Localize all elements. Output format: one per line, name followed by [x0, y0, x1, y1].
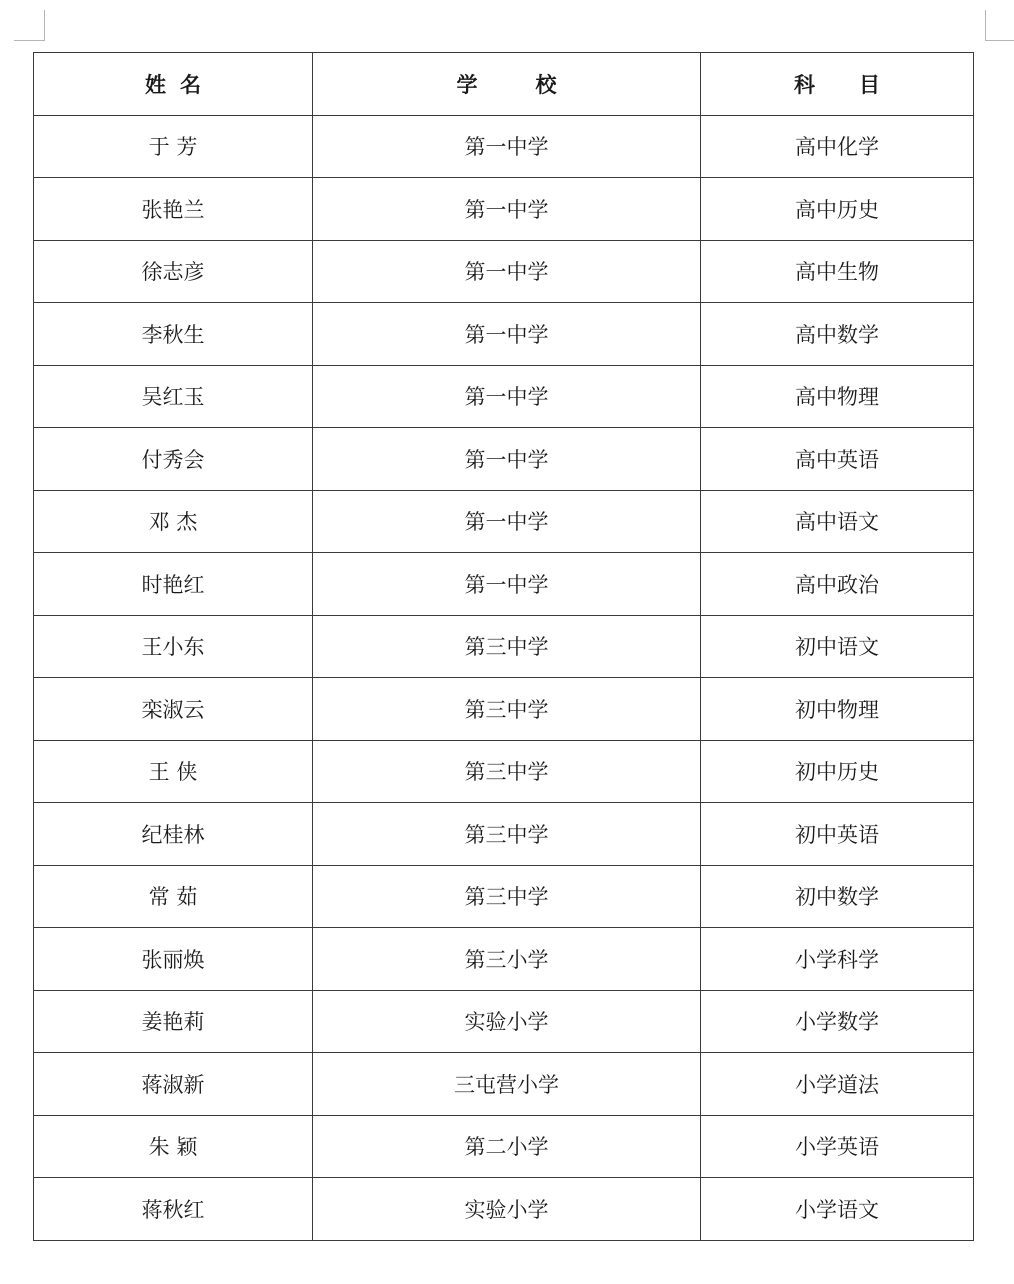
cell-subject: 小学语文: [701, 1178, 974, 1241]
cell-subject: 初中数学: [701, 865, 974, 928]
cell-school: 第一中学: [313, 178, 701, 241]
header-subject-label: 科目: [794, 72, 924, 97]
cell-name: 王 侠: [34, 740, 313, 803]
cell-subject: 高中生物: [701, 240, 974, 303]
header-school: [313, 53, 701, 116]
cell-name: 蒋淑新: [34, 1053, 313, 1116]
cell-name: 栾淑云: [34, 678, 313, 741]
cell-name: 于 芳: [34, 115, 313, 178]
cell-subject: 高中化学: [701, 115, 974, 178]
cell-school: 第三中学: [313, 678, 701, 741]
table-row: [34, 178, 974, 241]
table-row: [34, 1053, 974, 1116]
cell-subject: 高中物理: [701, 365, 974, 428]
cell-school: 第一中学: [313, 303, 701, 366]
table-row: [34, 740, 974, 803]
table-row: [34, 115, 974, 178]
cell-name: 付秀会: [34, 428, 313, 491]
cell-subject: 小学道法: [701, 1053, 974, 1116]
table-row: [34, 553, 974, 616]
cell-subject: 高中政治: [701, 553, 974, 616]
table-header-row: [34, 53, 974, 116]
table-row: [34, 990, 974, 1053]
cell-school: 第一中学: [313, 365, 701, 428]
cell-name: 邓 杰: [34, 490, 313, 553]
cell-school: 第一中学: [313, 553, 701, 616]
cell-subject: 小学英语: [701, 1115, 974, 1178]
cell-name: 朱 颖: [34, 1115, 313, 1178]
table-row: [34, 803, 974, 866]
table-row: [34, 240, 974, 303]
cell-name: 时艳红: [34, 553, 313, 616]
cell-school: 实验小学: [313, 1178, 701, 1241]
cell-subject: 小学数学: [701, 990, 974, 1053]
table-row: [34, 865, 974, 928]
table-row: [34, 303, 974, 366]
cell-name: 姜艳莉: [34, 990, 313, 1053]
header-school-label: 学校: [456, 72, 615, 97]
cell-school: 第一中学: [313, 115, 701, 178]
header-name: [34, 53, 313, 116]
cell-school: 第一中学: [313, 240, 701, 303]
cell-name: 张艳兰: [34, 178, 313, 241]
cell-school: 第三中学: [313, 615, 701, 678]
cell-name: 李秋生: [34, 303, 313, 366]
cell-name: 纪桂林: [34, 803, 313, 866]
table-row: [34, 365, 974, 428]
cell-school: 第一中学: [313, 428, 701, 491]
cell-subject: 高中语文: [701, 490, 974, 553]
header-subject: [701, 53, 974, 116]
cell-subject: 初中历史: [701, 740, 974, 803]
cell-school: 第三中学: [313, 803, 701, 866]
table-row: [34, 1178, 974, 1241]
header-name-label: 姓名: [145, 72, 215, 97]
cell-name: 常 茹: [34, 865, 313, 928]
cell-name: 王小东: [34, 615, 313, 678]
table-body: [34, 115, 974, 1240]
cell-subject: 初中英语: [701, 803, 974, 866]
cell-school: 第三小学: [313, 928, 701, 991]
cell-subject: 高中数学: [701, 303, 974, 366]
teacher-roster-table: [33, 52, 974, 1241]
cell-subject: 初中物理: [701, 678, 974, 741]
table-row: [34, 490, 974, 553]
table-row: [34, 928, 974, 991]
page-corner-mark-top-right: [985, 10, 1014, 41]
cell-subject: 高中英语: [701, 428, 974, 491]
page-corner-mark-top-left: [14, 10, 45, 41]
cell-name: 蒋秋红: [34, 1178, 313, 1241]
table-row: [34, 678, 974, 741]
cell-name: 吴红玉: [34, 365, 313, 428]
cell-school: 第三中学: [313, 740, 701, 803]
cell-name: 张丽焕: [34, 928, 313, 991]
cell-school: 三屯营小学: [313, 1053, 701, 1116]
cell-subject: 初中语文: [701, 615, 974, 678]
table-row: [34, 428, 974, 491]
cell-subject: 小学科学: [701, 928, 974, 991]
cell-name: 徐志彦: [34, 240, 313, 303]
cell-school: 第一中学: [313, 490, 701, 553]
cell-school: 第三中学: [313, 865, 701, 928]
table-row: [34, 615, 974, 678]
table-row: [34, 1115, 974, 1178]
cell-school: 第二小学: [313, 1115, 701, 1178]
cell-subject: 高中历史: [701, 178, 974, 241]
cell-school: 实验小学: [313, 990, 701, 1053]
